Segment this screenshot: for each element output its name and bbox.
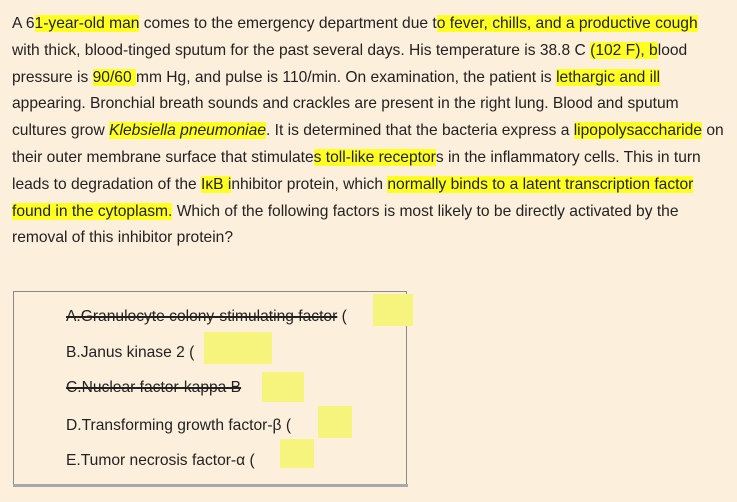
question-segment: appearing. Bronchial breath sounds and crackles are present in the right lung. Blood and sputum cultures grow (12, 95, 679, 140)
question-segment: lipopolysaccharide (573, 122, 702, 140)
question-segment: on their outer membrane surface that stimulate (12, 122, 724, 166)
option-d-suffix: ( (285, 417, 292, 434)
redaction-mark-e (280, 439, 314, 468)
option-e[interactable] (66, 451, 255, 471)
question-segment: o fever, chills, and a productive cough (436, 15, 698, 32)
question-segment: normally binds to a latent transcription factor found in the cytoplasm. (12, 175, 694, 220)
question-segment: comes to the emergency department due t (139, 15, 437, 32)
question-stem (12, 11, 728, 252)
option-b-suffix: ( (189, 344, 195, 361)
redaction-mark-c (262, 372, 304, 402)
question-segment: lood pressure is (12, 41, 688, 86)
option-e-label: E.Tumor necrosis factor-α (66, 452, 246, 469)
option-e-suffix: ( (249, 452, 255, 469)
question-segment: with thick, blood-tinged sputum for the past several days. His temperature is 38.8 C (12, 41, 591, 59)
question-segment: . It is determined that the bacteria express a (266, 122, 574, 140)
options-box-shadow (13, 484, 408, 487)
question-segment: 1-year-old man (34, 15, 140, 32)
question-segment: 90/60 (92, 68, 136, 86)
option-b-label: B.Janus kinase 2 (66, 344, 185, 361)
question-segment: nhibitor protein, which (231, 175, 388, 193)
redaction-mark-b (204, 332, 272, 364)
question-segment: Which of the following factors is most likely to be directly activated by the removal of this inhibitor protein? (12, 202, 679, 247)
question-segment: Klebsiella pneumoniae (109, 122, 266, 140)
option-a-suffix: ( (341, 308, 347, 325)
redaction-mark-a (373, 294, 413, 326)
question-segment: IκB i (201, 175, 232, 193)
option-a[interactable] (66, 307, 347, 327)
option-b[interactable] (66, 343, 194, 363)
option-c-label: C.Nuclear factor-kappa B (66, 379, 242, 396)
question-segment: mm Hg, and pulse is 110/min. On examination, the patient is (135, 68, 557, 86)
question-segment: s toll-like receptor (313, 148, 436, 166)
option-d[interactable] (66, 416, 291, 436)
question-segment: A 6 (12, 15, 35, 32)
option-a-label: A.Granulocyte colony-stimulating factor (66, 308, 338, 325)
question-segment: (102 F), b (590, 41, 658, 59)
question-segment: s in the inflammatory cells. This in turn leads to degradation of the (12, 148, 701, 193)
question-segment: lethargic and ill (556, 68, 661, 86)
redaction-mark-d (318, 406, 352, 438)
option-d-label: D.Transforming growth factor-β (66, 417, 282, 434)
